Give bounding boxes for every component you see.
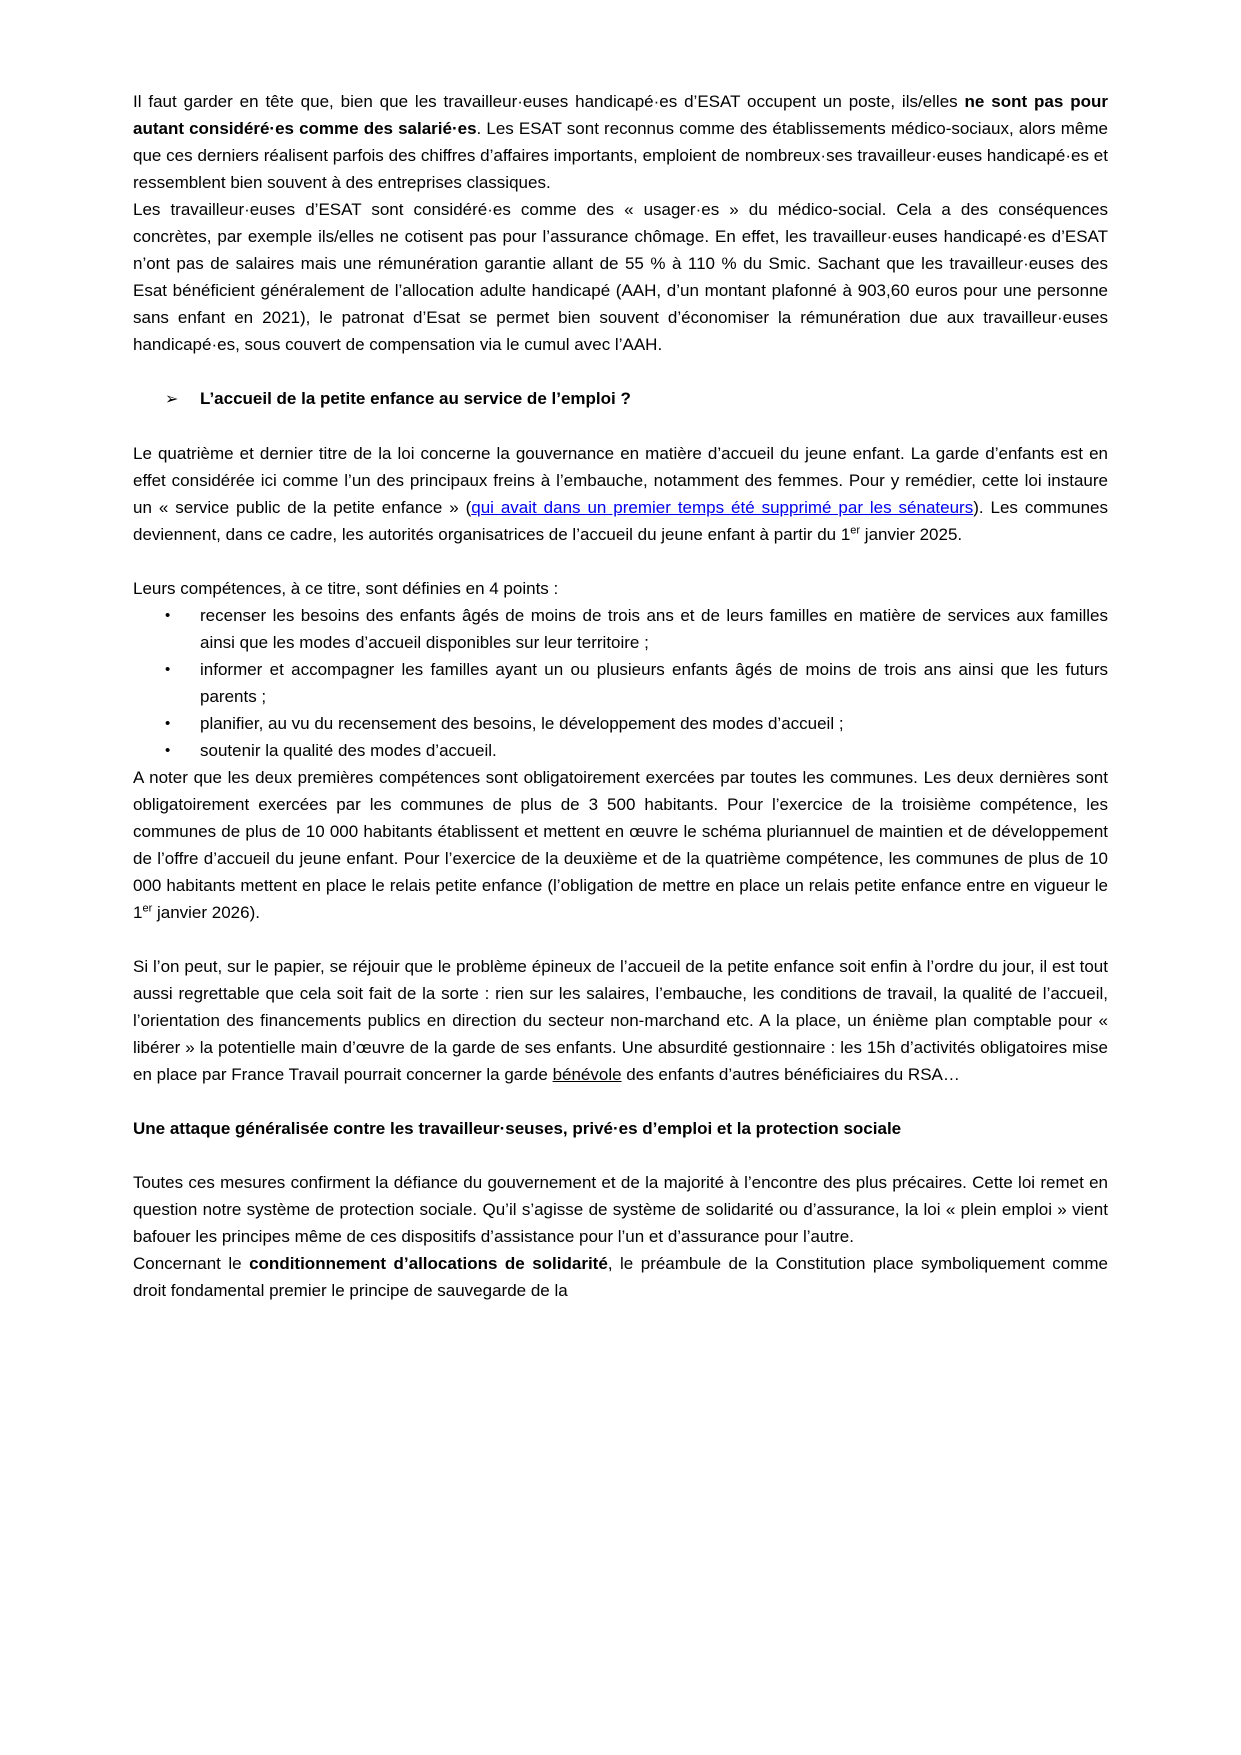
paragraph-gouvernance xyxy=(133,440,1108,548)
list-item-text: informer et accompagner les familles ayant un ou plusieurs enfants âgés de moins de trois ans ainsi que les futurs parents ; xyxy=(200,660,1108,706)
text-run: Il faut garder en tête que, bien que les travailleur·euses handicapé·es d’ESAT occupent un poste, ils/elles xyxy=(133,92,965,111)
paragraph-a-noter xyxy=(133,764,1108,926)
text-run: ). Les communes deviennent, dans ce cadre, les autorités organisatrices de l’accueil du jeune enfant à partir du 1 xyxy=(133,498,1108,544)
competences-list xyxy=(133,602,1108,764)
list-item xyxy=(165,710,1108,737)
paragraph-defiance: Toutes ces mesures confirment la défiance du gouvernement et de la majorité à l’encontre des plus précaires. Cette loi remet en question notre système de protection sociale. Qu’il s’agisse de système de solidarité ou d’assurance, la loi « plein emploi » vient bafouer les principes même de ces dispositifs d’assistance pour l’un et d’assurance pour l’autre. xyxy=(133,1173,1108,1246)
bullet-dot-icon: • xyxy=(165,661,171,678)
section-heading-text: L’accueil de la petite enfance au service de l’emploi ? xyxy=(200,389,631,408)
paragraph-competences-intro: Leurs compétences, à ce titre, sont définies en 4 points : xyxy=(133,579,559,598)
section-heading-petite-enfance xyxy=(133,385,1108,413)
section-heading-attaque-generalisee: Une attaque généralisée contre les travailleur·seuses, privé·es d’emploi et la protection sociale xyxy=(133,1119,902,1138)
text-run: Si l’on peut, sur le papier, se réjouir que le problème épineux de l’accueil de la petite enfance soit enfin à l’ordre du jour, il est tout aussi regrettable que cela soit fait de la sorte : rien sur les salaires, l’embauche, les conditions de travail, la qualité de l’accueil, l’orientation des financements publics en direction du secteur non-marchand etc. A la place, un énième plan comptable pour « libérer » la potentielle main d’œuvre de la garde de ses enfants. Une absurdité gestionnaire : les 15h d’activités obligatoires mise en place par France Travail pourrait concerner la garde xyxy=(133,957,1108,1084)
paragraph-esat-usagers: Les travailleur·euses d’ESAT sont considéré·es comme des « usager·es » du médico-social. Cela a des conséquences concrètes, par exemple ils/elles ne cotisent pas pour l’assurance chômage. En effet, les travailleur·euses handicapé·es d’ESAT n’ont pas de salaires mais une rémunération garantie allant de 55 % à 110 % du Smic. Sachant que les travailleur·euses des Esat bénéficient généralement de l’allocation adulte handicapé (AAH, d’un montant plafonné à 903,60 euros pour une personne sans enfant en 2021), le patronat d’Esat se permet bien souvent d’économiser la rémunération due aux travailleur·euses handicapé·es, sous couvert de compensation via le cumul avec l’AAH. xyxy=(133,200,1108,354)
superscript-er: er xyxy=(850,524,861,537)
list-item xyxy=(165,656,1108,710)
text-run: des enfants d’autres bénéficiaires du RSA… xyxy=(621,1065,960,1084)
underlined-run: bénévole xyxy=(552,1065,622,1084)
senateurs-link[interactable]: qui avait dans un premier temps été supprimé par les sénateurs xyxy=(471,498,974,517)
bullet-dot-icon: • xyxy=(165,715,171,732)
paragraph-esat-statut xyxy=(133,88,1108,196)
list-item-text: recenser les besoins des enfants âgés de moins de trois ans et de leurs familles en matière de services aux familles ainsi que les modes d’accueil disponibles sur leur territoire ; xyxy=(200,606,1108,652)
text-run: A noter que les deux premières compétences sont obligatoirement exercées par toutes les communes. Les deux dernières sont obligatoirement exercées par les communes de plus de 3 500 habitants. Pour l’exercice de la troisième compétence, les communes de plus de 10 000 habitants établissent et mettent en œuvre le schéma pluriannuel de maintien et de développement de l’offre d’accueil du jeune enfant. Pour l’exercice de la deuxième et de la quatrième compétence, les communes de plus de 10 000 habitants mettent en place le relais petite enfance (l’obligation de mettre en place un relais petite enfance entre en vigueur le 1 xyxy=(133,768,1108,922)
text-run: Concernant le xyxy=(133,1254,250,1273)
text-run: Le quatrième et dernier titre de la loi concerne la gouvernance en matière d’accueil du jeune enfant. La garde d’enfants est en effet considérée ici comme l’un des principaux freins à l’embauche, notamment des femmes. Pour y remédier, cette loi instaure un « service public de la petite enfance » ( xyxy=(133,444,1108,517)
paragraph-conditionnement xyxy=(133,1250,1108,1304)
arrow-bullet-icon: ➢ xyxy=(165,391,179,408)
bold-run: conditionnement d’allocations de solidarité xyxy=(249,1254,608,1273)
list-item xyxy=(165,737,1108,764)
text-run: . Les ESAT sont reconnus comme des établissements médico-sociaux, alors même que ces derniers réalisent parfois des chiffres d’affaires importants, emploient de nombreux·ses travailleur·euses handicapé·es et ressemblent bien souvent à des entreprises classiques. xyxy=(133,119,1108,192)
text-run: janvier 2025. xyxy=(860,525,963,544)
bullet-dot-icon: • xyxy=(165,607,171,624)
list-item xyxy=(165,602,1108,656)
superscript-er: er xyxy=(142,902,153,915)
text-run: , le préambule de la Constitution place symboliquement comme droit fondamental premier le principe de sauvegarde de la xyxy=(133,1254,1109,1300)
text-run: janvier 2026). xyxy=(152,903,260,922)
list-item-text: soutenir la qualité des modes d’accueil. xyxy=(200,741,497,760)
bold-run: ne sont pas pour autant considéré·es comme des salarié·es xyxy=(133,92,1108,138)
paragraph-critique xyxy=(133,953,1108,1088)
bullet-dot-icon: • xyxy=(165,742,171,759)
list-item-text: planifier, au vu du recensement des besoins, le développement des modes d’accueil ; xyxy=(200,714,844,733)
